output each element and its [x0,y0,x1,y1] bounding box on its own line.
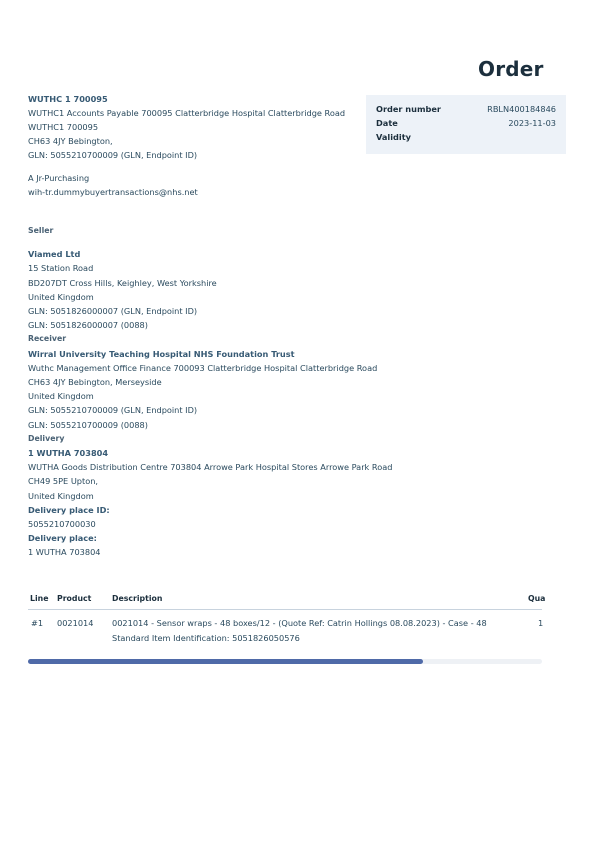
receiver-name: Wirral University Teaching Hospital NHS Foundation Trust [28,348,295,359]
row-description-cell [112,616,487,646]
order-date-value: 2023-11-03 [508,118,556,128]
column-header-quantity: Qua [528,594,546,603]
buyer-address-line: WUTHC1 700095 [28,122,99,132]
order-date-row [376,116,556,130]
buyer-address-line: CH63 4JY Bebington, [28,136,113,146]
parties-section [28,224,548,560]
delivery-place-label: Delivery place: [28,533,97,544]
page-title: Order [478,57,544,81]
buyer-contact-name: A Jr-Purchasing [28,173,90,183]
buyer-gln: GLN: 5055210700009 (GLN, Endpoint ID) [28,150,198,160]
receiver-gln: GLN: 5055210700009 (0088) [28,419,148,430]
order-number-row [376,102,556,116]
order-info-box [366,95,566,154]
table-header [28,592,546,610]
column-header-line: Line [30,594,49,603]
order-number-value: RBLN400184846 [487,104,556,114]
receiver-line: Wuthc Management Office Finance 700093 Clatterbridge Hospital Clatterbridge Road [28,362,378,373]
delivery-place-id-value: 5055210700030 [28,519,96,530]
delivery-place-id-label: Delivery place ID: [28,504,110,515]
row-quantity: 1 [538,618,544,628]
delivery-name: 1 WUTHA 703804 [28,448,109,459]
row-line-number: #1 [31,618,44,628]
delivery-place-value: 1 WUTHA 703804 [28,547,101,558]
receiver-line: United Kingdom [28,391,94,402]
row-product-code: 0021014 [57,618,94,628]
order-validity-row [376,130,556,144]
receiver-label: Receiver [28,334,67,344]
order-number-label: Order number [376,104,441,114]
delivery-line: United Kingdom [28,490,94,501]
delivery-line: CH49 5PE Upton, [28,476,99,487]
row-item-identification: Standard Item Identification: 5051826050576 [112,633,300,643]
table-row [28,610,542,646]
seller-gln: GLN: 5051826000007 (GLN, Endpoint ID) [28,306,198,317]
column-header-description: Description [112,594,163,603]
seller-gln: GLN: 5051826000007 (0088) [28,320,148,331]
buyer-contact-email: wih-tr.dummybuyertransactions@nhs.net [28,187,198,197]
buyer-name: WUTHC 1 700095 [28,94,108,104]
column-header-product: Product [57,594,92,603]
seller-label: Seller [28,226,54,235]
buyer-block [28,92,368,199]
seller-line: United Kingdom [28,291,94,302]
receiver-gln: GLN: 5055210700009 (GLN, Endpoint ID) [28,405,198,416]
row-description: 0021014 - Sensor wraps - 48 boxes/12 - (Quote Ref: Catrin Hollings 08.08.2023) - Case - 48 [112,618,487,628]
scrollbar-thumb[interactable] [28,659,423,664]
horizontal-scrollbar[interactable] [28,659,542,664]
delivery-label: Delivery [28,433,65,443]
receiver-line: CH63 4JY Bebington, Merseyside [28,377,162,388]
seller-name: Viamed Ltd [28,249,81,260]
delivery-line: WUTHA Goods Distribution Centre 703804 Arrowe Park Hospital Stores Arrowe Park Road [28,462,393,473]
order-validity-label: Validity [376,132,411,142]
seller-line: BD207DT Cross Hills, Keighley, West Yorkshire [28,277,217,288]
order-date-label: Date [376,118,398,128]
seller-line: 15 Station Road [28,263,94,274]
buyer-address-line: WUTHC1 Accounts Payable 700095 Clatterbridge Hospital Clatterbridge Road [28,108,346,118]
order-lines-table [28,592,546,646]
